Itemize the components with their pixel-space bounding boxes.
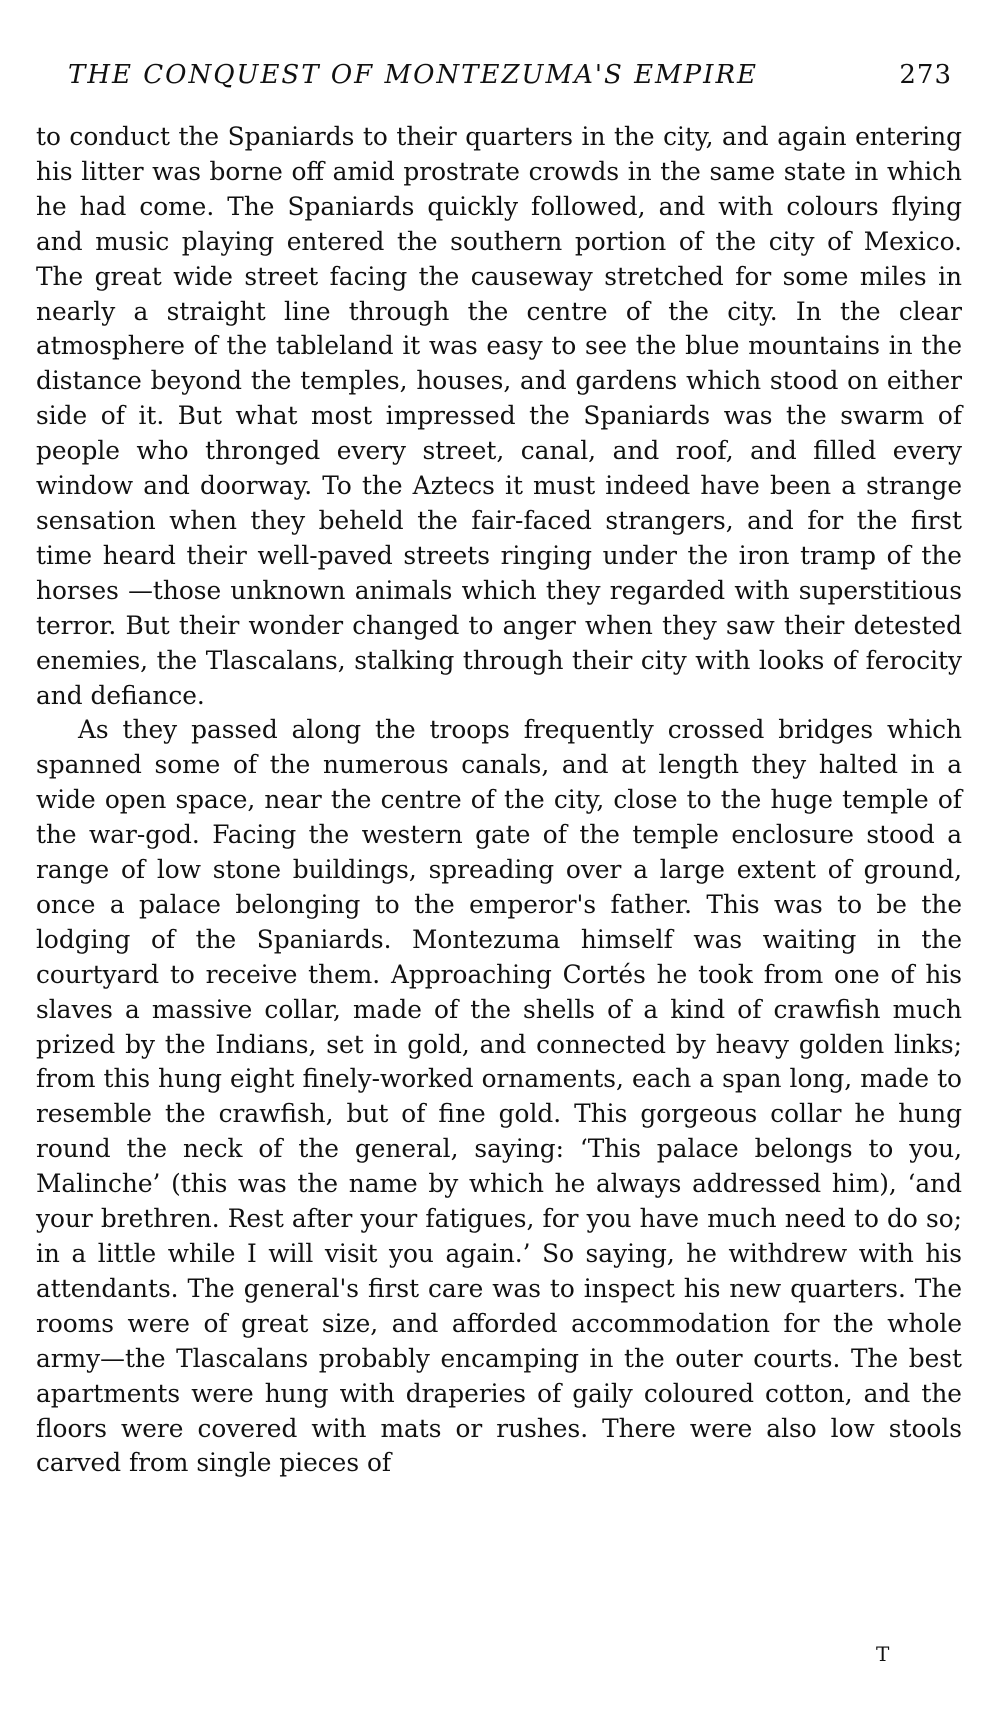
paragraph-1: to conduct the Spaniards to their quarters in the city, and again entering his litter was borne off amid prostrate crowds in the same state in which he had come. The Spaniards quickly followed, and with colours flying and music playing entered the southern portion of the city of Mexico. The great wide street facing the causeway stretched for some miles in nearly a straight line through the centre of the city. In the clear atmosphere of the tableland it was easy to see the blue mountains in the distance beyond the temples, houses, and gardens which stood on either side of it. But what most impressed the Spaniards was the swarm of people who thronged every street, canal, and roof, and filled every window and doorway. To the Aztecs it must indeed have been a strange sensation when they beheld the fair-faced strangers, and for the first time heard their well-paved streets ringing under the iron tramp of the horses —those unknown animals which they regarded with superstitious terror. But their wonder changed to anger when they saw their detested enemies, the Tlascalans, stalking through their city with looks of ferocity and defiance. (36, 122, 962, 710)
body-text (36, 120, 962, 1481)
signature-mark: T (876, 1642, 890, 1666)
paragraph-2: As they passed along the troops frequently crossed bridges which spanned some of the numerous canals, and at length they halted in a wide open space, near the centre of the city, close to the huge temple of the war-god. Facing the western gate of the temple enclosure stood a range of low stone buildings, spreading over a large extent of ground, once a palace belonging to the emperor's father. This was to be the lodging of the Spaniards. Montezuma himself was waiting in the courtyard to receive them. Approaching Cortés he took from one of his slaves a massive collar, made of the shells of a kind of crawfish much prized by the Indians, set in gold, and connected by heavy golden links; from this hung eight finely-worked ornaments, each a span long, made to resemble the crawfish, but of fine gold. This gorgeous collar he hung round the neck of the general, saying: ‘This palace belongs to you, Malinche’ (this was the name by which he always addressed him), ‘and your brethren. Rest after your fatigues, for you have much need to do so; in a little while I will visit you again.’ So saying, he withdrew with his attendants. The general's first care was to inspect his new quarters. The rooms were of great size, and afforded accommodation for the whole army—the Tlascalans probably encamping in the outer courts. The best apartments were hung with draperies of gaily coloured cotton, and the floors were covered with mats or rushes. There were also low stools carved from single pieces of (36, 715, 962, 1478)
page-number: 273 (899, 60, 952, 90)
running-title: THE CONQUEST OF MONTEZUMA'S EMPIRE (68, 60, 758, 90)
running-head (68, 60, 952, 100)
